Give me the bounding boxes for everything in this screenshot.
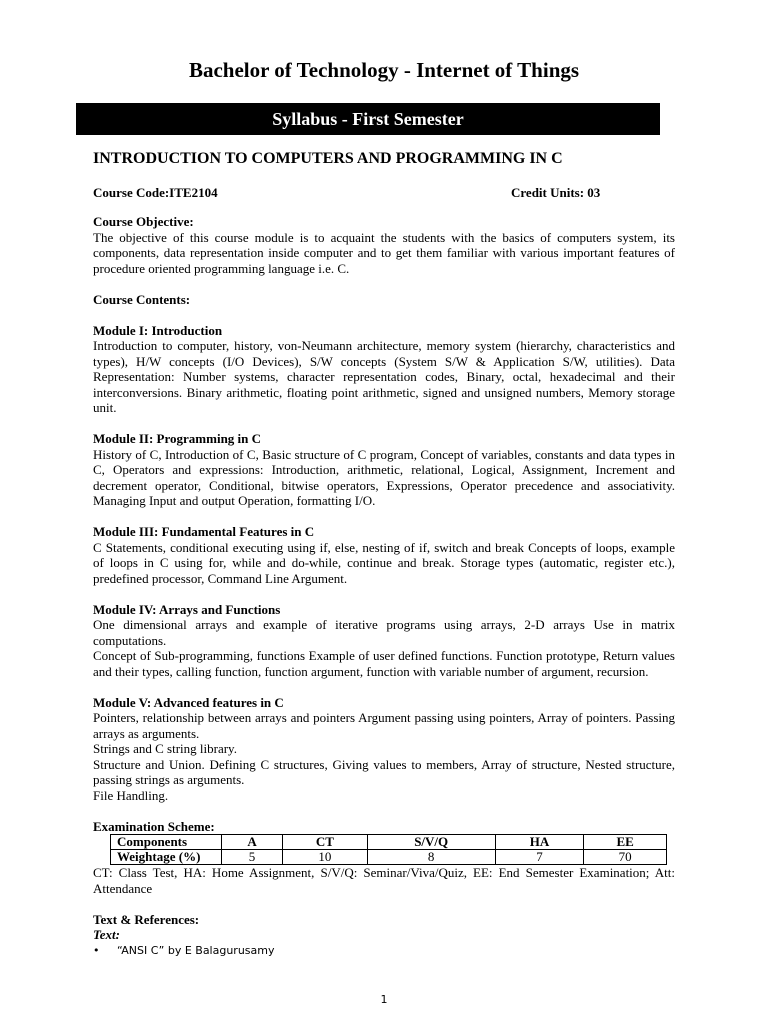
text-label: Text: [93, 927, 120, 942]
module-text: Introduction to computer, history, von-Neumann architecture, memory system (hierarchy, characteristics and types), H/W concepts (I/O Devices), S/W concepts (System S/W & Application S/W, utilities). Data Representation: Number systems, character representation codes, Binary, octal, hexadecimal and their interconversions. Binary arithmetic, floating point arithmetic, signed and unsigned numbers, Memory storage unit. [93, 338, 675, 415]
table-cell: S/V/Q [367, 835, 495, 850]
module-text: History of C, Introduction of C, Basic structure of C program, Concept of variables, constants and data types in C, Operators and expressions: Introduction, arithmetic, relational, Logical, Assignment, Increment and decrement operator, Conditional, bitwise operators, Expressions, Operator precedence and associativity. Managing Input and output Operation, formatting I/O. [93, 446, 675, 508]
course-title: INTRODUCTION TO COMPUTERS AND PROGRAMMING IN C [93, 150, 563, 167]
exam-legend: CT: Class Test, HA: Home Assignment, S/V/Q: Seminar/Viva/Quiz, EE: End Semester Examination; Att: Attendance [93, 865, 675, 896]
table-cell: EE [584, 835, 667, 850]
references-heading: Text & References: [93, 911, 200, 927]
module-heading: Module II: Programming in C [93, 431, 262, 446]
table-cell: A [222, 835, 283, 850]
list-item [93, 943, 675, 959]
module-heading: Module IV: Arrays and Functions [93, 601, 281, 617]
table-cell: CT [283, 835, 368, 850]
objective-heading: Course Objective: [93, 214, 194, 229]
module-text: Structure and Union. Defining C structures, Giving values to members, Array of structure, Nested structure, passing strings as arguments. [93, 756, 675, 787]
module-heading: Module V: Advanced features in C [93, 694, 284, 710]
table-cell: HA [495, 835, 584, 850]
module-text: Concept of Sub-programming, functions Example of user defined functions. Function prototype, Return values and their types, calling function, function argument, function with variable number of argument, recursion. [93, 648, 675, 679]
exam-heading: Examination Scheme: [93, 818, 215, 834]
module-text: File Handling. [93, 787, 169, 803]
page-title: Bachelor of Technology - Internet of Things [188, 58, 580, 82]
table-cell: 70 [584, 850, 667, 865]
table-row [111, 850, 667, 865]
table-cell: 8 [367, 850, 495, 865]
table-row [111, 835, 667, 850]
contents-heading: Course Contents: [93, 291, 191, 307]
objective-text: The objective of this course module is to acquaint the students with the basics of computers system, its components, data representation inside computer and to get them familiar with various important features of procedure oriented programming language i.e. C. [93, 229, 675, 276]
table-cell: 7 [495, 850, 584, 865]
table-cell: 10 [283, 850, 368, 865]
page-number: 1 [380, 993, 388, 1006]
bullet-icon: • [93, 943, 100, 957]
module-heading: Module I: Introduction [93, 322, 223, 338]
table-cell: Weightage (%) [111, 850, 222, 865]
reference-text: “ANSI C” by E Balagurusamy [117, 943, 275, 957]
table-cell: 5 [222, 850, 283, 865]
exam-table [110, 834, 667, 865]
course-code: Course Code:ITE2104 [93, 185, 218, 200]
module-heading: Module III: Fundamental Features in C [93, 524, 315, 539]
semester-banner: Syllabus - First Semester [76, 103, 660, 135]
module-text: C Statements, conditional executing using if, else, nesting of if, switch and break Concepts of loops, example of loops in C using for, while and do-while, continue and break. Storage types (automatic, register etc.), predefined processor, Command Line Argument. [93, 539, 675, 586]
module-text: Pointers, relationship between arrays and pointers Argument passing using pointers, Array of pointers. Passing arrays as arguments. [93, 710, 675, 741]
credit-units: Credit Units: 03 [511, 185, 601, 200]
module-text: Strings and C string library. [93, 741, 237, 756]
module-text: One dimensional arrays and example of iterative programs using arrays, 2-D arrays Use in matrix computations. [93, 617, 675, 648]
table-cell: Components [111, 835, 222, 850]
syllabus-body [93, 214, 675, 958]
